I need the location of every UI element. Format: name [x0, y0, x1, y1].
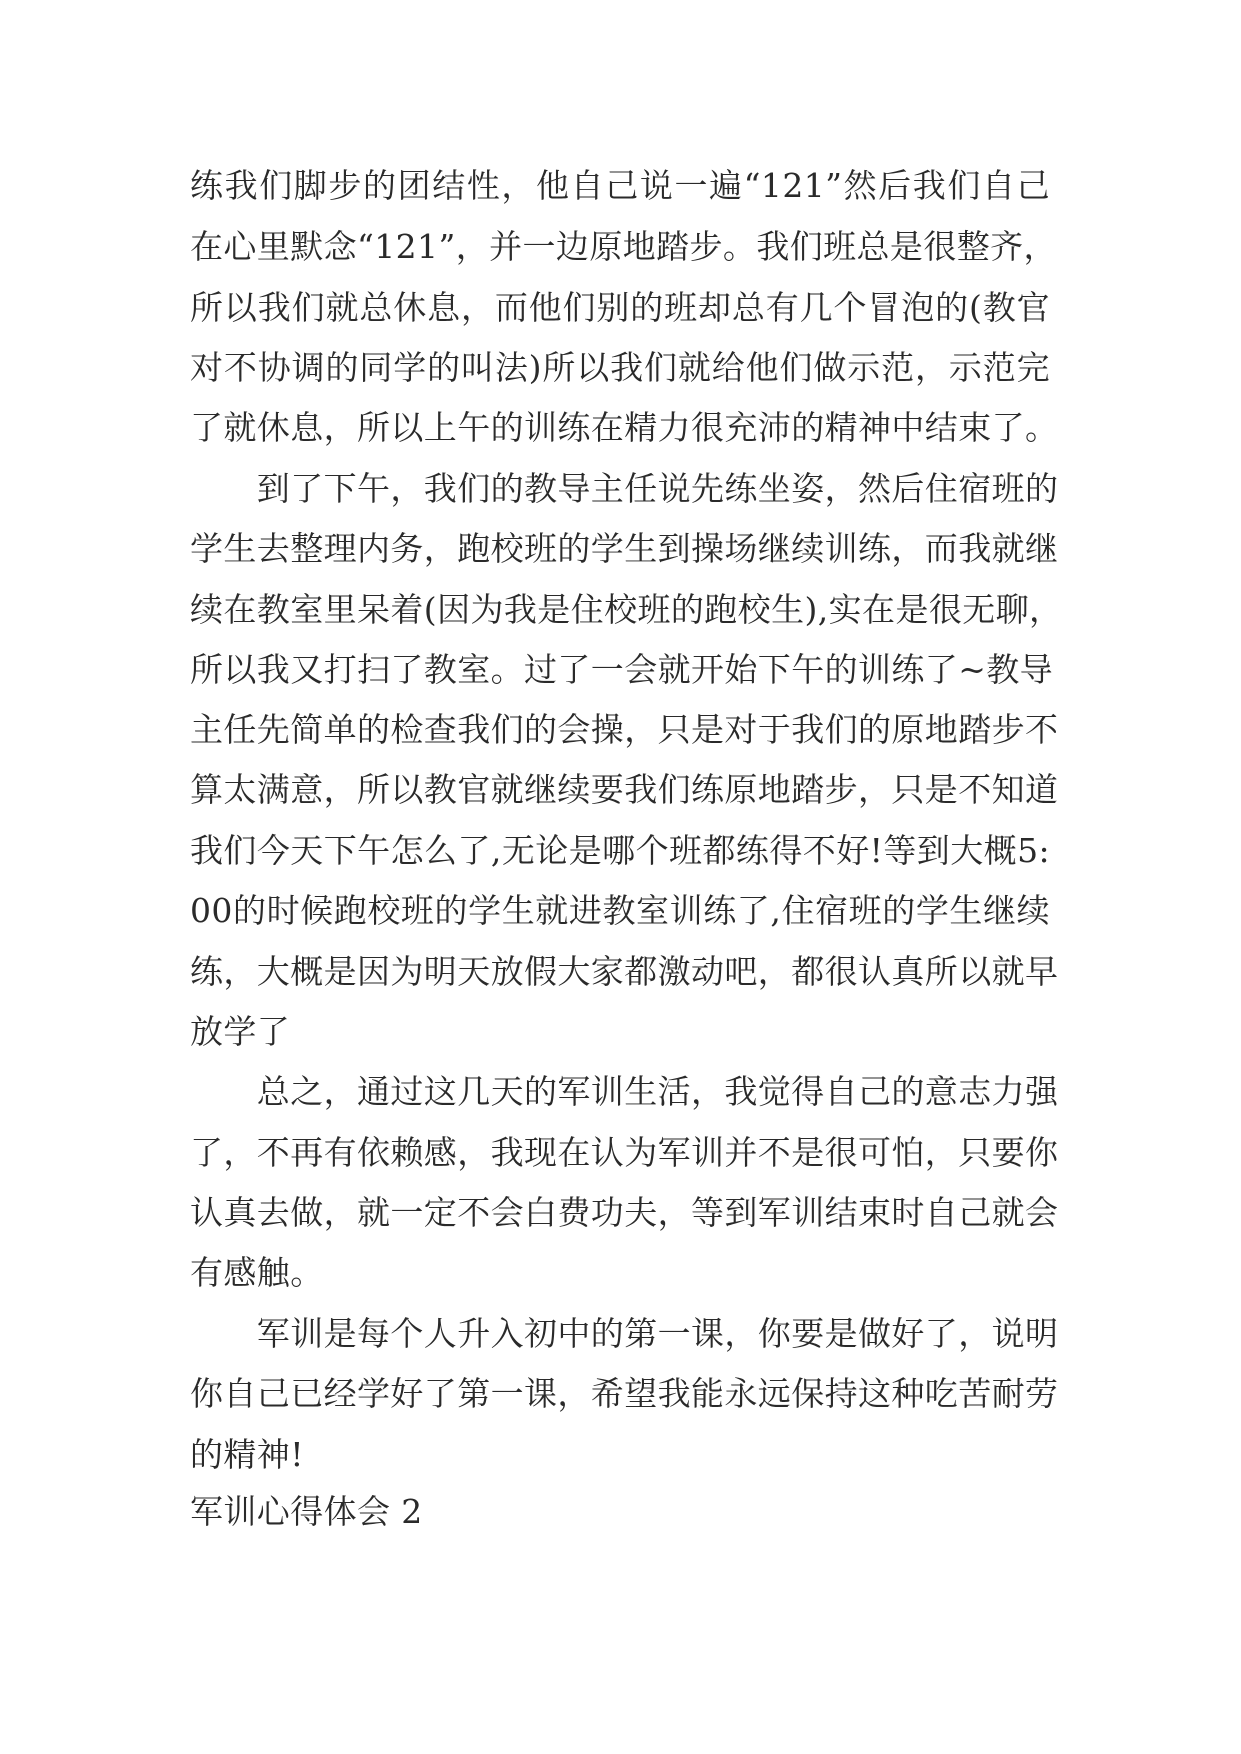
paragraph-line: 所以我又打扫了教室。过了一会就开始下午的训练了~教导 — [190, 650, 1054, 689]
paragraph-line: 练我们脚步的团结性，他自己说一遍“121”然后我们自己 — [190, 166, 1050, 205]
paragraph-line: 续在教室里呆着(因为我是住校班的跑校生),实在是很无聊， — [190, 590, 1063, 629]
paragraph-line: 算太满意，所以教官就继续要我们练原地踏步，只是不知道 — [190, 770, 1059, 809]
paragraph-line: 对不协调的同学的叫法)所以我们就给他们做示范，示范完 — [190, 348, 1050, 387]
paragraph-line: 00的时候跑校班的学生就进教室训练了,住宿班的学生继续 — [190, 891, 1050, 930]
paragraph-line: 练，大概是因为明天放假大家都激动吧，都很认真所以就早 — [190, 952, 1059, 991]
paragraph-line: 我们今天下午怎么了,无论是哪个班都练得不好!等到大概5: — [190, 831, 1050, 870]
paragraph-line: 到了下午，我们的教导主任说先练坐姿，然后住宿班的 — [190, 469, 1059, 508]
paragraph-line: 了，不再有依赖感，我现在认为军训并不是很可怕，只要你 — [190, 1133, 1059, 1172]
paragraph-line: 你自己已经学好了第一课，希望我能永远保持这种吃苦耐劳 — [190, 1374, 1059, 1413]
paragraph-line: 有感触。 — [190, 1253, 324, 1292]
paragraph-line: 认真去做，就一定不会白费功夫，等到军训结束时自己就会 — [190, 1193, 1059, 1232]
paragraph-line: 所以我们就总休息，而他们别的班却总有几个冒泡的(教官 — [190, 288, 1050, 327]
paragraph-line: 放学了 — [190, 1012, 291, 1051]
paragraph-line: 了就休息，所以上午的训练在精力很充沛的精神中结束了。 — [190, 408, 1059, 447]
paragraph-line: 的精神! — [190, 1435, 304, 1474]
paragraph-line: 在心里默念“121”，并一边原地踏步。我们班总是很整齐， — [190, 227, 1057, 266]
paragraph-line: 总之，通过这几天的军训生活，我觉得自己的意志力强 — [190, 1072, 1059, 1111]
section-heading: 军训心得体会 2 — [190, 1492, 423, 1531]
paragraph-line: 学生去整理内务，跑校班的学生到操场继续训练，而我就继 — [190, 529, 1059, 568]
paragraph-line: 军训是每个人升入初中的第一课，你要是做好了，说明 — [190, 1314, 1059, 1353]
paragraph-line: 主任先简单的检查我们的会操，只是对于我们的原地踏步不 — [190, 710, 1059, 749]
